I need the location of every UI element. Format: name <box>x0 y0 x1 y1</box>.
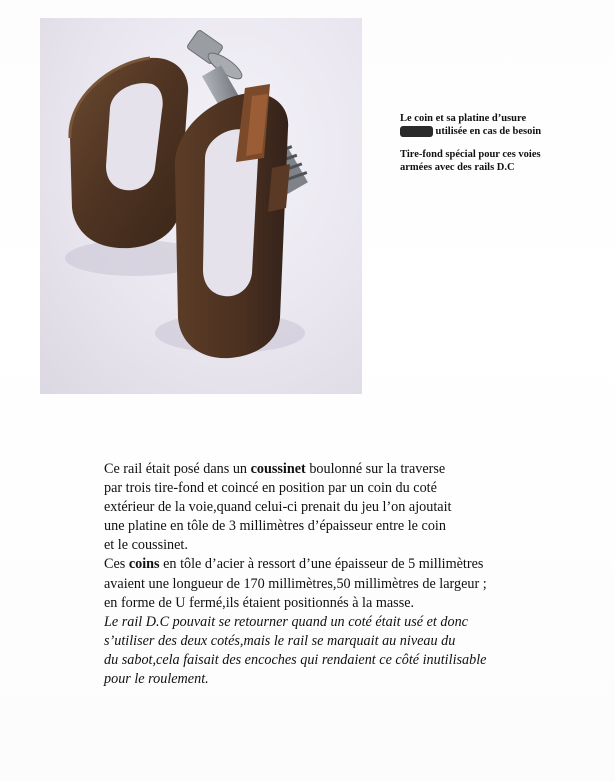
caption-coin <box>400 112 600 138</box>
body-p1-line3: extérieur de la voie,quand celui-ci prenait du jeu l’on ajoutait <box>104 499 452 516</box>
body-p1-line2: par trois tire-fond et coincé en position par un coin du coté <box>104 480 437 497</box>
body-p3-line1: Le rail D.C pouvait se retourner quand un coté était usé et donc <box>104 613 468 630</box>
caption-coin-line2: utilisée en cas de besoin <box>432 126 542 137</box>
caption-tirefond <box>400 148 600 174</box>
body-p1-line1: Ce rail était posé dans un coussinet boulonné sur la traverse <box>104 461 446 477</box>
body-p2-line1: Ces coins en tôle d’acier à ressort d’une épaisseur de 5 millimètres <box>104 556 484 573</box>
body-p3-line2: s’utiliser des deux cotés,mais le rail se marquait au niveau du <box>104 632 456 649</box>
coin-right <box>175 84 290 358</box>
photo-coins-and-tirefond <box>40 18 362 394</box>
body-p3-line3: du sabot,cela faisait des encoches qui rendaient ce côté inutilisable <box>104 651 487 668</box>
caption-tirefond-line2: armées avec des rails D.C <box>400 162 515 173</box>
coin-left <box>70 58 188 248</box>
photo-illustration <box>40 18 362 394</box>
caption-tirefond-line1: Tire-fond spécial pour ces voies <box>400 149 541 160</box>
body-p2-line3: en forme de U fermé,ils étaient positionnés à la masse. <box>104 594 415 611</box>
body-p1-line4: une platine en tôle de 3 millimètres d’épaisseur entre le coin <box>104 518 446 535</box>
body-p1-line5: et le coussinet. <box>104 537 188 554</box>
term-coussinet: coussinet <box>250 461 306 477</box>
body-p3-line4: pour le roulement. <box>104 671 209 688</box>
caption-coin-line1: Le coin et sa platine d’usure <box>400 113 527 124</box>
body-p2-line2: avaient une longueur de 170 millimètres,50 millimètres de largeur ; <box>104 575 487 592</box>
caption-coin-struck-word: platine <box>401 126 432 137</box>
term-coins: coins <box>128 556 160 573</box>
photo-captions <box>400 112 600 184</box>
body-text <box>104 460 574 689</box>
